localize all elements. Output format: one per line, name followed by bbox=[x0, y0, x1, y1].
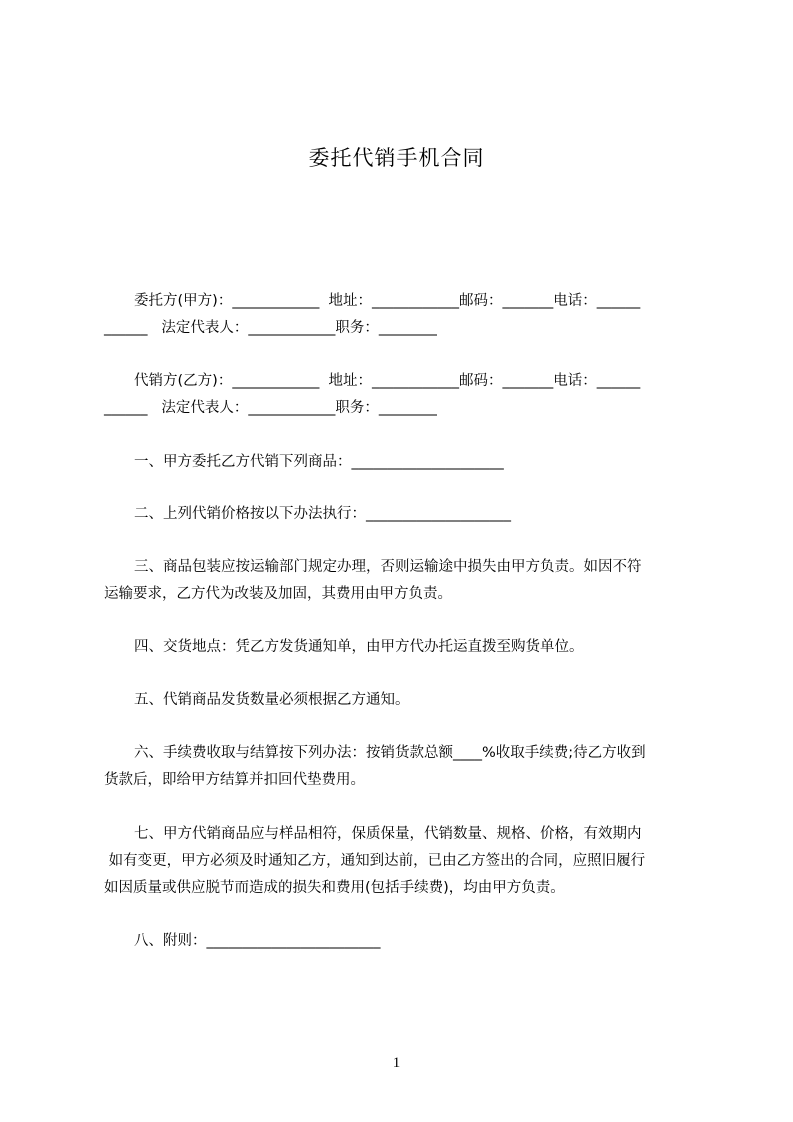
clause-7-line-1: 七、甲方代销商品应与样品相符，保质保量，代销数量、规格、价格，有效期内 bbox=[134, 826, 642, 842]
clause-6-line-2: 货款后，即给甲方结算并扣回代垫费用。 bbox=[104, 772, 365, 788]
page-number: 1 bbox=[392, 1055, 401, 1071]
clause-3-line-2: 运输要求，乙方代为改装及加固，其费用由甲方负责。 bbox=[104, 586, 452, 602]
clause-5: 五、代销商品发货数量必须根据乙方通知。 bbox=[134, 692, 410, 708]
document-title: 委托代销手机合同 bbox=[308, 146, 485, 170]
party-a-line-2: ______ 法定代表人：____________职务：________ bbox=[104, 320, 437, 336]
clause-3-line-1: 三、商品包装应按运输部门规定办理，否则运输途中损失由甲方负责。如因不符 bbox=[134, 559, 642, 575]
clause-7-line-2: 如有变更，甲方必须及时通知乙方，通知到达前，已由乙方签出的合同，应照旧履行 bbox=[104, 853, 646, 869]
clause-2: 二、上列代销价格按以下办法执行：____________________ bbox=[134, 506, 511, 522]
clause-4: 四、交货地点：凭乙方发货通知单，由甲方代办托运直拨至购货单位。 bbox=[134, 639, 584, 655]
clause-1: 一、甲方委托乙方代销下列商品：_____________________ bbox=[134, 454, 504, 470]
clause-8: 八、附则：________________________ bbox=[134, 933, 381, 949]
party-b-line-1: 代销方(乙方)：____________ 地址：____________邮码：_______电话：______ bbox=[134, 373, 641, 389]
party-a-line-1: 委托方(甲方)：____________ 地址：____________邮码：_______电话：______ bbox=[134, 293, 641, 309]
clause-7-line-3: 如因质量或供应脱节而造成的损失和费用(包括手续费)，均由甲方负责。 bbox=[104, 880, 565, 896]
clause-6-line-1: 六、手续费收取与结算按下列办法：按销货款总额____%收取手续费;待乙方收到 bbox=[134, 745, 646, 761]
party-b-line-2: ______ 法定代表人：____________职务：________ bbox=[104, 400, 437, 416]
